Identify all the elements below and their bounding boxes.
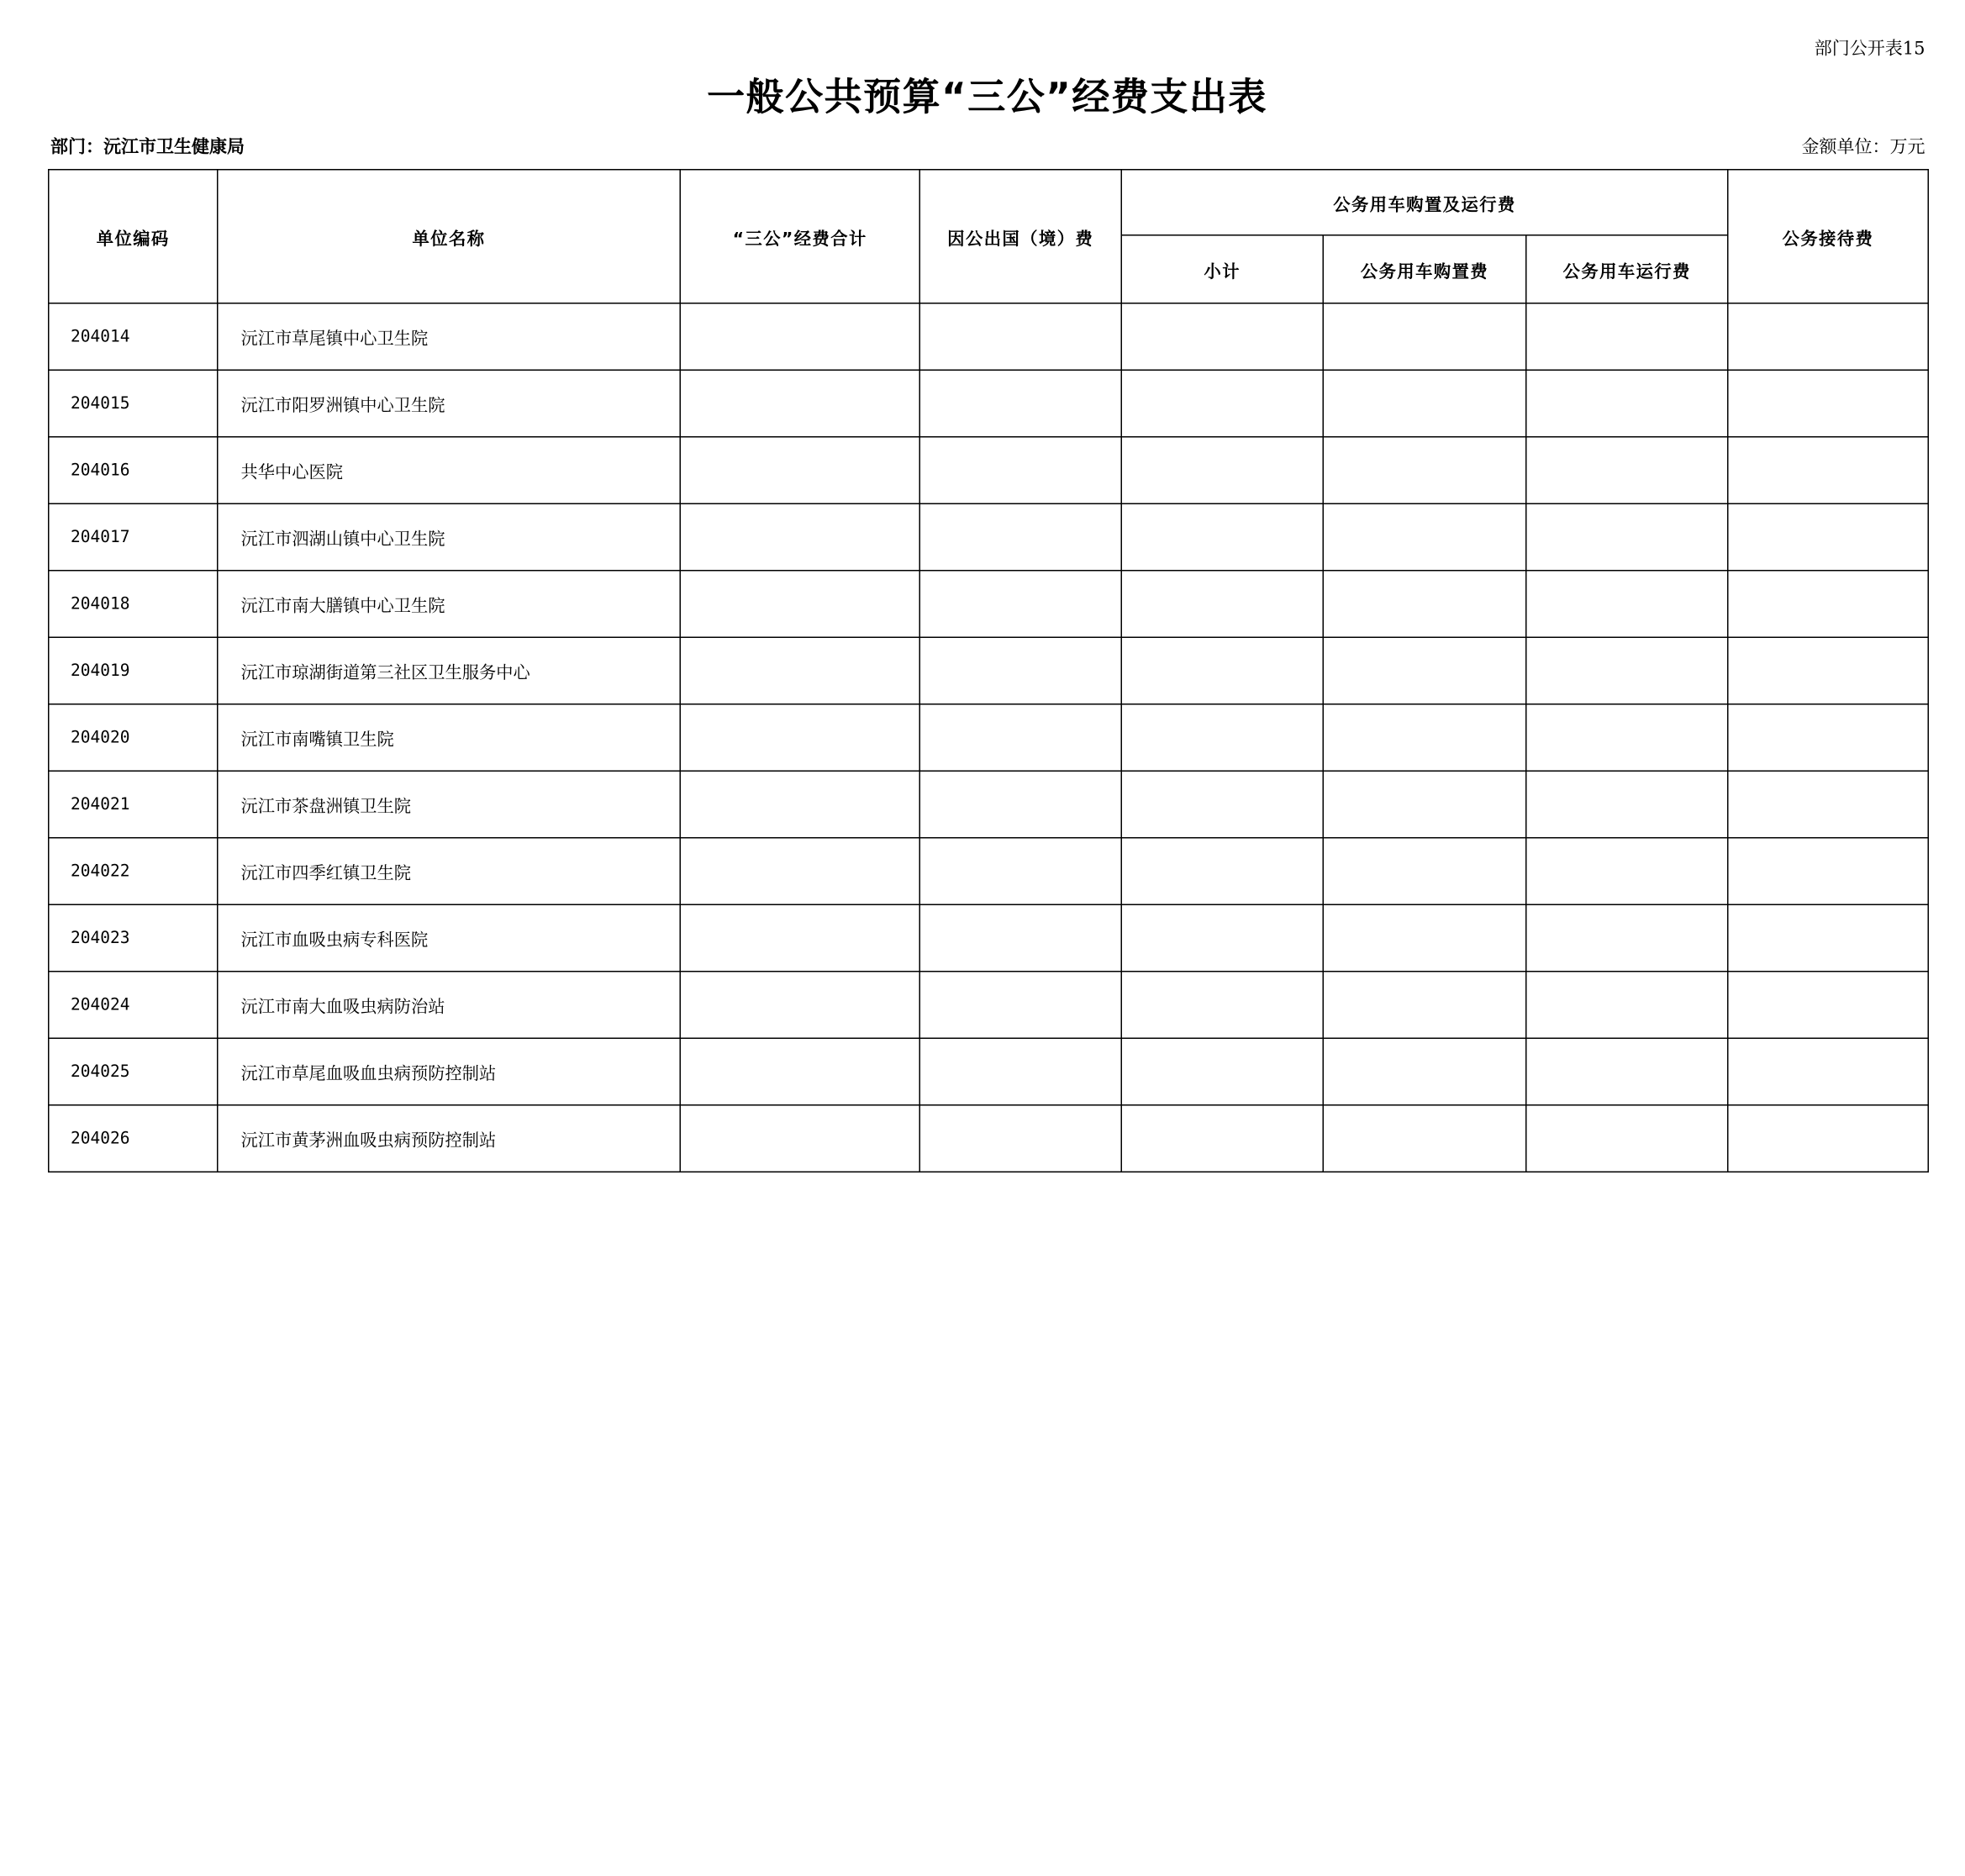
vehicle-operation-cell xyxy=(1526,904,1728,972)
unit-code-cell: 204022 xyxy=(49,838,218,905)
reception-expense-cell xyxy=(1728,1105,1929,1172)
vehicle-purchase-cell xyxy=(1323,704,1526,772)
header-vehicle-purchase: 公务用车购置费 xyxy=(1323,235,1526,303)
department-label: 部门：沅江市卫生健康局 xyxy=(50,137,245,158)
vehicle-purchase-cell xyxy=(1323,838,1526,905)
unit-name-cell: 沅江市黄茅洲血吸虫病预防控制站 xyxy=(218,1105,681,1172)
abroad-expense-cell xyxy=(919,503,1121,571)
vehicle-subtotal-cell xyxy=(1121,370,1323,437)
header-vehicle-group: 公务用车购置及运行费 xyxy=(1121,170,1728,235)
unit-code-cell: 204024 xyxy=(49,972,218,1039)
vehicle-operation-cell xyxy=(1526,838,1728,905)
unit-name-cell: 沅江市南大血吸虫病防治站 xyxy=(218,972,681,1039)
vehicle-subtotal-cell xyxy=(1121,303,1323,371)
table-body xyxy=(49,303,1929,1172)
header-abroad-expense: 因公出国（境）费 xyxy=(919,170,1121,303)
vehicle-subtotal-cell xyxy=(1121,771,1323,838)
reception-expense-cell xyxy=(1728,972,1929,1039)
table-row xyxy=(49,637,1929,704)
abroad-expense-cell xyxy=(919,838,1121,905)
three-public-total-cell xyxy=(680,571,919,638)
unit-name-cell: 沅江市南嘴镇卫生院 xyxy=(218,704,681,772)
three-public-total-cell xyxy=(680,503,919,571)
reception-expense-cell xyxy=(1728,503,1929,571)
vehicle-subtotal-cell xyxy=(1121,571,1323,638)
vehicle-operation-cell xyxy=(1526,771,1728,838)
header-three-public-total: “三公”经费合计 xyxy=(680,170,919,303)
vehicle-operation-cell xyxy=(1526,637,1728,704)
reception-expense-cell xyxy=(1728,771,1929,838)
abroad-expense-cell xyxy=(919,771,1121,838)
reception-expense-cell xyxy=(1728,571,1929,638)
unit-code-cell: 204021 xyxy=(49,771,218,838)
unit-name-cell: 沅江市阳罗洲镇中心卫生院 xyxy=(218,370,681,437)
amount-unit-label: 金额单位：万元 xyxy=(1801,137,1925,158)
table-row xyxy=(49,303,1929,371)
table-row xyxy=(49,571,1929,638)
unit-code-cell: 204020 xyxy=(49,704,218,772)
reception-expense-cell xyxy=(1728,370,1929,437)
vehicle-purchase-cell xyxy=(1323,1105,1526,1172)
three-public-total-cell xyxy=(680,437,919,504)
vehicle-purchase-cell xyxy=(1323,972,1526,1039)
unit-name-cell: 共华中心医院 xyxy=(218,437,681,504)
vehicle-operation-cell xyxy=(1526,503,1728,571)
page-title: 一般公共预算“三公”经费支出表 xyxy=(707,76,1267,120)
header-reception-expense: 公务接待费 xyxy=(1728,170,1929,303)
form-number: 部门公开表15 xyxy=(1814,39,1925,60)
three-public-total-cell xyxy=(680,972,919,1039)
vehicle-purchase-cell xyxy=(1323,303,1526,371)
unit-name-cell: 沅江市茶盘洲镇卫生院 xyxy=(218,771,681,838)
unit-name-cell: 沅江市血吸虫病专科医院 xyxy=(218,904,681,972)
unit-name-cell: 沅江市琼湖街道第三社区卫生服务中心 xyxy=(218,637,681,704)
unit-name-cell: 沅江市泗湖山镇中心卫生院 xyxy=(218,503,681,571)
table-row xyxy=(49,904,1929,972)
table-row xyxy=(49,1038,1929,1105)
vehicle-purchase-cell xyxy=(1323,370,1526,437)
vehicle-operation-cell xyxy=(1526,1038,1728,1105)
abroad-expense-cell xyxy=(919,1105,1121,1172)
reception-expense-cell xyxy=(1728,637,1929,704)
expense-table xyxy=(48,169,1929,1172)
header-unit-name: 单位名称 xyxy=(218,170,681,303)
unit-code-cell: 204015 xyxy=(49,370,218,437)
unit-code-cell: 204016 xyxy=(49,437,218,504)
vehicle-purchase-cell xyxy=(1323,904,1526,972)
reception-expense-cell xyxy=(1728,704,1929,772)
vehicle-subtotal-cell xyxy=(1121,838,1323,905)
three-public-total-cell xyxy=(680,704,919,772)
table-row xyxy=(49,1105,1929,1172)
vehicle-operation-cell xyxy=(1526,370,1728,437)
vehicle-subtotal-cell xyxy=(1121,1105,1323,1172)
reception-expense-cell xyxy=(1728,904,1929,972)
three-public-total-cell xyxy=(680,303,919,371)
unit-code-cell: 204023 xyxy=(49,904,218,972)
vehicle-purchase-cell xyxy=(1323,637,1526,704)
vehicle-purchase-cell xyxy=(1323,771,1526,838)
abroad-expense-cell xyxy=(919,303,1121,371)
vehicle-operation-cell xyxy=(1526,704,1728,772)
table-row xyxy=(49,370,1929,437)
three-public-total-cell xyxy=(680,1105,919,1172)
vehicle-subtotal-cell xyxy=(1121,1038,1323,1105)
three-public-total-cell xyxy=(680,771,919,838)
unit-name-cell: 沅江市南大膳镇中心卫生院 xyxy=(218,571,681,638)
vehicle-subtotal-cell xyxy=(1121,437,1323,504)
unit-name-cell: 沅江市草尾血吸血虫病预防控制站 xyxy=(218,1038,681,1105)
vehicle-purchase-cell xyxy=(1323,437,1526,504)
three-public-total-cell xyxy=(680,637,919,704)
header-unit-code: 单位编码 xyxy=(49,170,218,303)
abroad-expense-cell xyxy=(919,437,1121,504)
vehicle-purchase-cell xyxy=(1323,571,1526,638)
table-row xyxy=(49,771,1929,838)
header-vehicle-subtotal: 小计 xyxy=(1121,235,1323,303)
vehicle-operation-cell xyxy=(1526,303,1728,371)
three-public-total-cell xyxy=(680,1038,919,1105)
header-row-1 xyxy=(49,170,1929,235)
reception-expense-cell xyxy=(1728,838,1929,905)
abroad-expense-cell xyxy=(919,972,1121,1039)
header-vehicle-operation: 公务用车运行费 xyxy=(1526,235,1728,303)
three-public-total-cell xyxy=(680,370,919,437)
abroad-expense-cell xyxy=(919,904,1121,972)
vehicle-purchase-cell xyxy=(1323,503,1526,571)
table-row xyxy=(49,704,1929,772)
table-row xyxy=(49,838,1929,905)
abroad-expense-cell xyxy=(919,704,1121,772)
vehicle-operation-cell xyxy=(1526,972,1728,1039)
vehicle-subtotal-cell xyxy=(1121,503,1323,571)
abroad-expense-cell xyxy=(919,370,1121,437)
three-public-total-cell xyxy=(680,838,919,905)
vehicle-operation-cell xyxy=(1526,437,1728,504)
unit-code-cell: 204026 xyxy=(49,1105,218,1172)
unit-code-cell: 204019 xyxy=(49,637,218,704)
reception-expense-cell xyxy=(1728,1038,1929,1105)
three-public-total-cell xyxy=(680,904,919,972)
table-row xyxy=(49,437,1929,504)
reception-expense-cell xyxy=(1728,303,1929,371)
abroad-expense-cell xyxy=(919,1038,1121,1105)
vehicle-subtotal-cell xyxy=(1121,972,1323,1039)
abroad-expense-cell xyxy=(919,637,1121,704)
unit-code-cell: 204025 xyxy=(49,1038,218,1105)
table-row xyxy=(49,972,1929,1039)
table-row xyxy=(49,503,1929,571)
unit-name-cell: 沅江市四季红镇卫生院 xyxy=(218,838,681,905)
vehicle-operation-cell xyxy=(1526,571,1728,638)
vehicle-operation-cell xyxy=(1526,1105,1728,1172)
unit-code-cell: 204014 xyxy=(49,303,218,371)
unit-code-cell: 204018 xyxy=(49,571,218,638)
abroad-expense-cell xyxy=(919,571,1121,638)
vehicle-subtotal-cell xyxy=(1121,904,1323,972)
unit-name-cell: 沅江市草尾镇中心卫生院 xyxy=(218,303,681,371)
vehicle-subtotal-cell xyxy=(1121,704,1323,772)
reception-expense-cell xyxy=(1728,437,1929,504)
vehicle-purchase-cell xyxy=(1323,1038,1526,1105)
vehicle-subtotal-cell xyxy=(1121,637,1323,704)
unit-code-cell: 204017 xyxy=(49,503,218,571)
